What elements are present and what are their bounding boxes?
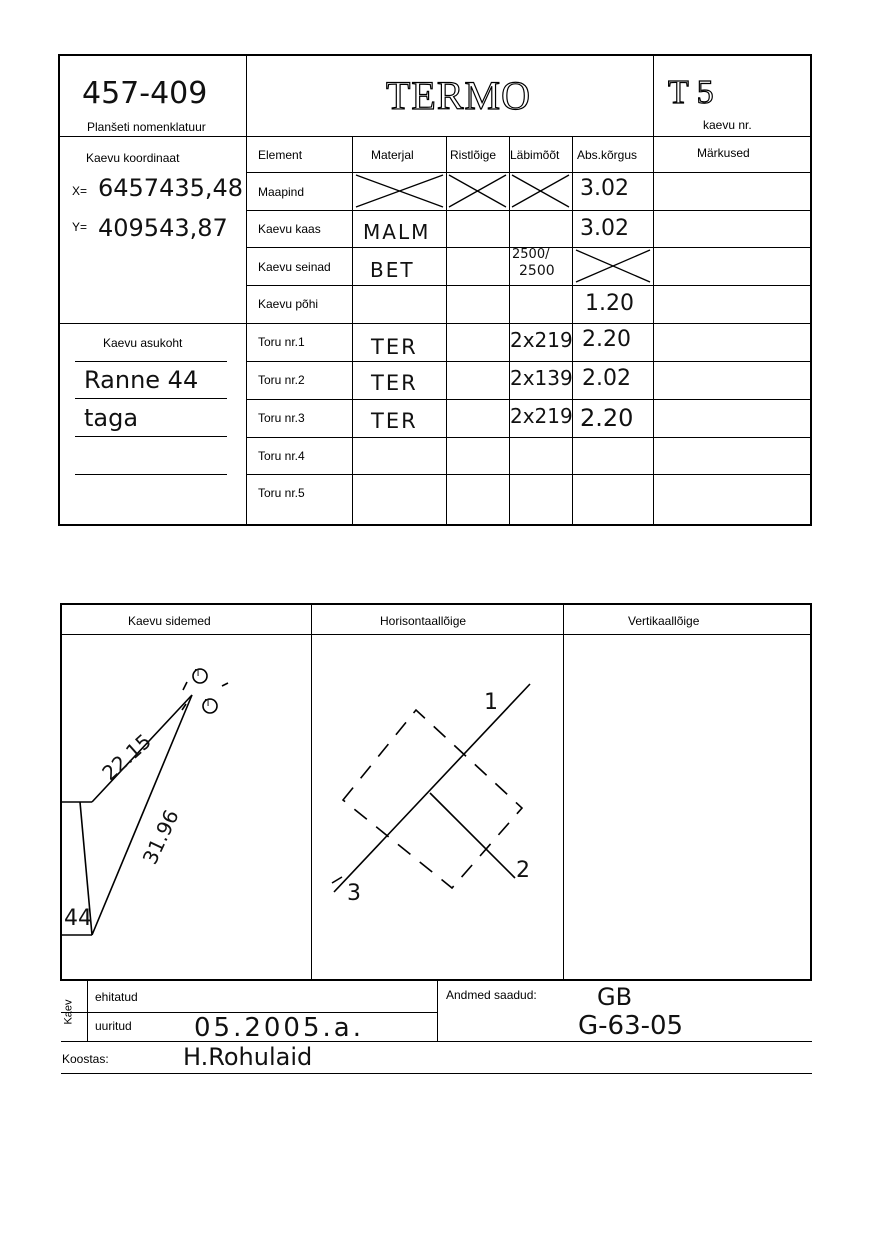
row-label: Toru nr.4 (258, 449, 305, 463)
divider (246, 285, 811, 286)
cell-abs: 2.02 (582, 366, 631, 391)
x-coordinate: 6457435,48 (98, 174, 244, 202)
col-header-markused: Märkused (697, 146, 750, 160)
section-header-horizontal: Horisontaallõige (380, 614, 467, 628)
divider (563, 604, 564, 980)
divider (61, 634, 811, 635)
row-label: Toru nr.2 (258, 373, 305, 387)
divider (87, 981, 88, 1041)
built-label: ehitatud (95, 990, 138, 1004)
section-header-vertical: Vertikaallõige (628, 614, 700, 628)
divider (246, 361, 811, 362)
data-from-value-1: GB (597, 983, 633, 1011)
underline (75, 436, 227, 437)
row-label: Maapind (258, 185, 305, 199)
compiled-by: H.Rohulaid (183, 1043, 313, 1071)
side-label: Kaev (62, 999, 75, 1025)
dimension-label: 22.15 (97, 728, 156, 786)
col-header-materjal: Materjal (371, 148, 414, 162)
marker-label: T (205, 698, 212, 709)
drawing-form (60, 603, 812, 981)
divider (653, 55, 654, 525)
reference-label: 44 (64, 906, 92, 931)
coords-label: Kaevu koordinaat (86, 151, 180, 165)
cell-abs: 2.20 (580, 404, 634, 432)
divider (246, 55, 247, 525)
cell-labimoot: 2x219 (510, 328, 573, 352)
divider (246, 136, 811, 137)
well-label: kaevu nr. (703, 118, 752, 132)
row-label: Toru nr.1 (258, 335, 305, 349)
cell-abs: 1.20 (585, 291, 634, 316)
pipe-label-2: 2 (516, 858, 530, 883)
cell-materjal: TER (371, 371, 418, 395)
cell-materjal: TER (371, 409, 418, 433)
divider (59, 136, 246, 137)
well-number: T 5 (668, 74, 714, 111)
cell-materjal: BET (370, 258, 415, 282)
surveyed-label: uuritud (95, 1019, 132, 1033)
divider (246, 172, 811, 173)
x-prefix: X= (72, 184, 88, 198)
row-label: Toru nr.5 (258, 486, 305, 500)
divider (352, 136, 353, 525)
pipe-label-1: 1 (484, 690, 498, 715)
sheet-number: 457-409 (82, 76, 208, 111)
col-header-abs: Abs.kõrgus (577, 148, 638, 162)
cell-abs: 2.20 (582, 327, 631, 352)
page-title: TERMO (386, 73, 531, 118)
row-label: Kaevu põhi (258, 297, 319, 311)
divider (246, 474, 811, 475)
underline (75, 361, 227, 362)
cell-abs: 3.02 (580, 216, 629, 241)
cell-labimoot: 2x139 (510, 366, 573, 390)
dimension-label: 31.96 (137, 805, 184, 869)
col-header-element: Element (258, 148, 303, 162)
divider (246, 437, 811, 438)
cell-materjal: MALM (363, 220, 431, 244)
divider (246, 399, 811, 400)
underline (75, 474, 227, 475)
underline (75, 398, 227, 399)
divider (61, 1041, 812, 1042)
cell-labimoot: 2x219 (510, 404, 573, 428)
surveyed-date: 05.2005.a. (194, 1013, 364, 1043)
sheet-label: Planšeti nomenklatuur (87, 120, 206, 134)
pipe-label-3: 3 (347, 881, 361, 906)
location-line2: taga (84, 404, 139, 432)
col-header-labimoot: Läbimõõt (510, 148, 560, 162)
cell-abs: 3.02 (580, 176, 629, 201)
divider (59, 323, 811, 324)
row-label: Kaevu seinad (258, 260, 331, 274)
location-label: Kaevu asukoht (103, 336, 183, 350)
location-line1: Ranne 44 (84, 366, 199, 394)
compiled-label: Koostas: (62, 1052, 109, 1066)
row-label: Toru nr.3 (258, 411, 305, 425)
data-from-value-2: G-63-05 (578, 1011, 684, 1041)
divider (246, 210, 811, 211)
marker-label: T (195, 668, 202, 679)
divider (446, 136, 447, 525)
col-header-ristloige: Ristlõige (450, 148, 497, 162)
row-label: Kaevu kaas (258, 222, 321, 236)
cell-materjal: TER (371, 335, 418, 359)
cell-labimoot-bottom: 2500 (519, 263, 555, 279)
data-from-label: Andmed saadud: (446, 988, 537, 1002)
divider (61, 1073, 812, 1074)
y-coordinate: 409543,87 (98, 214, 228, 242)
divider (311, 604, 312, 980)
section-header-connections: Kaevu sidemed (128, 614, 211, 628)
cell-labimoot-top: 2500/ (512, 247, 550, 262)
divider (437, 981, 438, 1041)
y-prefix: Y= (72, 220, 88, 234)
